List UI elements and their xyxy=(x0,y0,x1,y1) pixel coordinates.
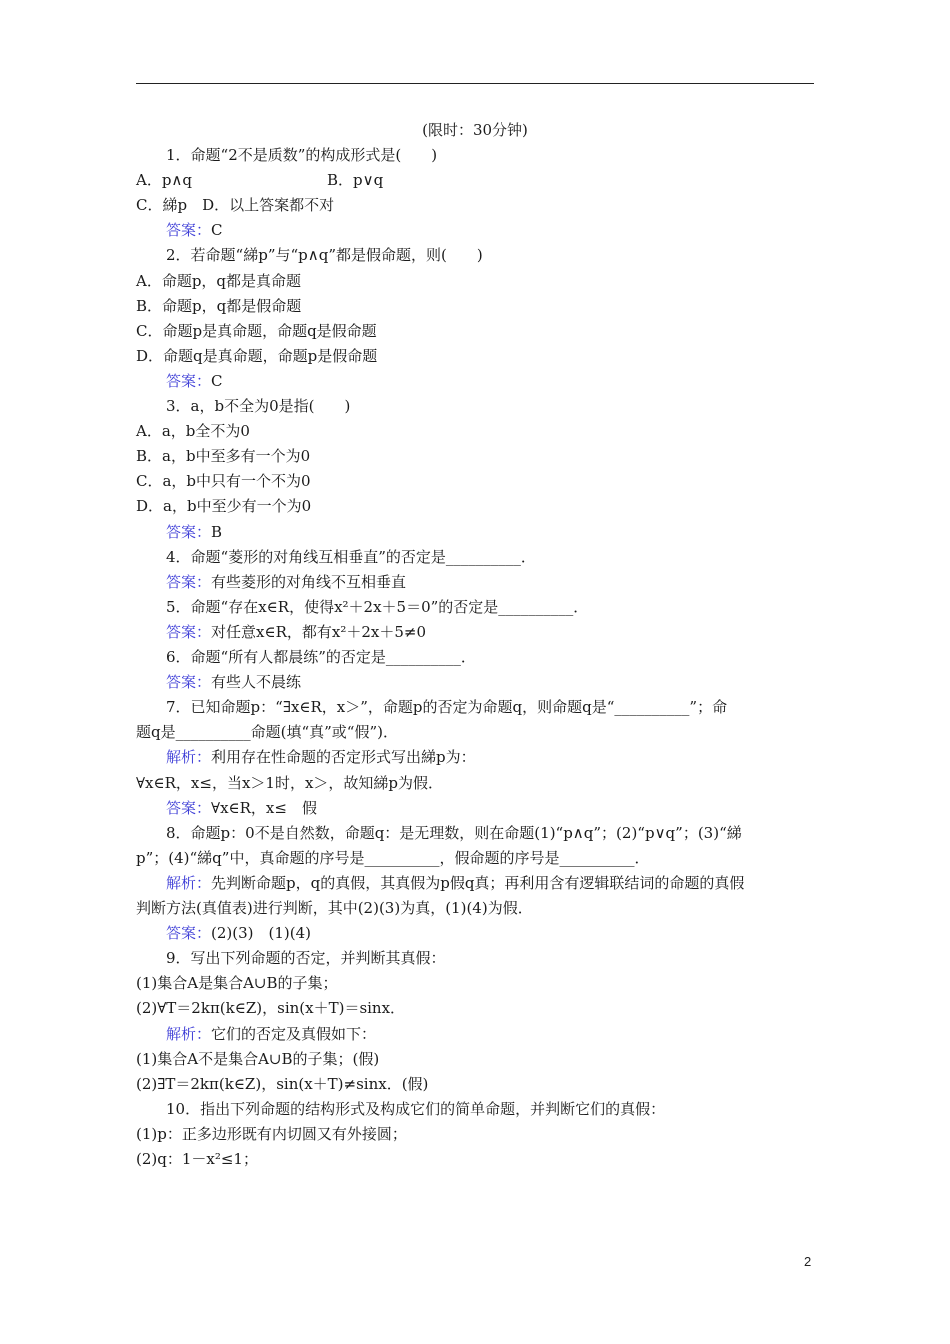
answer-text: C xyxy=(211,371,223,390)
answer-line xyxy=(166,670,301,695)
text-line: D．a，b中至少有一个为0 xyxy=(136,497,312,516)
text-line: A．a，b全不为0 xyxy=(136,422,250,441)
page-number: 2 xyxy=(804,1254,812,1269)
answer-label: 答案： xyxy=(166,673,212,692)
answer-text: 有些人不晨练 xyxy=(211,673,302,692)
text-line: 9．写出下列命题的否定，并判断其真假： xyxy=(166,949,446,968)
text-line: D．命题q是真命题，命题p是假命题 xyxy=(136,346,378,365)
text-line: (2)∀T＝2kπ(k∈Z)，sin(x＋T)＝sinx． xyxy=(136,999,406,1018)
answer-line xyxy=(166,620,426,645)
text-line: A．p∧q B．p∨q xyxy=(136,171,384,190)
answer-text: 有些菱形的对角线不互相垂直 xyxy=(211,572,407,591)
text-line: C．綈p D．以上答案都不对 xyxy=(136,196,335,215)
answer-label: 答案： xyxy=(166,572,212,591)
answer-text: 利用存在性命题的否定形式写出綈p为： xyxy=(211,748,476,767)
answer-label: 解析： xyxy=(166,1024,212,1043)
text-line: (1)p：正多边形既有内切圆又有外接圆； xyxy=(136,1124,407,1143)
text-line: ∀x∈R，x≤，当x＞1时，x＞，故知綈p为假． xyxy=(136,773,444,792)
text-line: B．a，b中至多有一个为0 xyxy=(136,447,311,466)
text-line: (1)集合A不是集合A∪B的子集；(假) xyxy=(136,1049,380,1068)
answer-label: 答案： xyxy=(166,221,212,240)
text-line: C．a，b中只有一个不为0 xyxy=(136,472,311,491)
answer-label: 答案： xyxy=(166,622,212,641)
answer-text: ∀x∈R，x≤ 假 xyxy=(211,798,317,817)
answer-text: 它们的否定及真假如下： xyxy=(211,1024,377,1043)
answer-text: C xyxy=(211,221,223,240)
answer-line xyxy=(166,745,476,770)
answer-label: 答案： xyxy=(166,371,212,390)
answer-label: 答案： xyxy=(166,798,212,817)
text-line: 6．命题“所有人都晨练”的否定是__________． xyxy=(166,648,476,666)
text-line: 4．命题“菱形的对角线互相垂直”的否定是__________． xyxy=(166,547,536,566)
answer-text: 对任意x∈R，都有x²＋2x＋5≠0 xyxy=(211,622,427,641)
answer-text: (2)(3) (1)(4) xyxy=(211,924,312,943)
text-line: 题q是__________命题(填“真”或“假”)． xyxy=(136,723,398,742)
header-rule xyxy=(136,83,814,84)
text-line: C．命题p是真命题，命题q是假命题 xyxy=(136,321,377,340)
text-line: B．命题p，q都是假命题 xyxy=(136,296,302,315)
answer-label: 解析： xyxy=(166,748,212,767)
text-line: 7．已知命题p：“∃x∈R，x＞”，命题p的否定为命题q，则命题q是“__________”；命 xyxy=(166,698,728,717)
answer-line xyxy=(166,218,223,243)
text-line: 判断方法(真值表)进行判断，其中(2)(3)为真，(1)(4)为假． xyxy=(136,899,533,917)
answer-line xyxy=(166,570,406,595)
answer-label: 答案： xyxy=(166,522,212,541)
answer-label: 解析： xyxy=(166,873,212,892)
answer-line xyxy=(166,520,222,545)
answer-line xyxy=(166,921,311,946)
answer-line xyxy=(166,1022,376,1047)
text-line: A．命题p，q都是真命题 xyxy=(136,271,302,290)
text-line: p”；(4)“綈q”中，真命题的序号是__________，假命题的序号是__________． xyxy=(136,848,650,867)
answer-text: B xyxy=(211,522,223,541)
text-line: 8．命题p：0不是自然数，命题q：是无理数，则在命题(1)“p∧q”；(2)“p∨q”；(3)“綈 xyxy=(166,823,742,842)
text-line: 10．指出下列命题的结构形式及构成它们的简单命题，并判断它们的真假： xyxy=(166,1099,666,1118)
text-line: 3．a，b不全为0是指( ) xyxy=(166,397,351,415)
answer-label: 答案： xyxy=(166,924,212,943)
text-line: (1)集合A是集合A∪B的子集； xyxy=(136,974,338,993)
text-line: 1．命题“2不是质数”的构成形式是( ) xyxy=(166,146,438,164)
answer-line xyxy=(166,369,223,394)
answer-text: 先判断命题p，q的真假，其真假为p假q真；再利用含有逻辑联结词的命题的真假 xyxy=(211,873,745,892)
text-line: (2)∃T＝2kπ(k∈Z)，sin(x＋T)≠sinx．(假) xyxy=(136,1074,429,1093)
time-limit-note: (限时：30分钟) xyxy=(422,121,528,139)
answer-line xyxy=(166,871,744,896)
answer-line xyxy=(166,796,317,821)
text-line: 5．命题“存在x∈R，使得x²＋2x＋5＝0”的否定是__________． xyxy=(166,597,589,616)
text-line: (2)q：1－x²≤1； xyxy=(136,1150,258,1168)
text-line: 2．若命题“綈p”与“p∧q”都是假命题，则( ) xyxy=(166,246,483,265)
